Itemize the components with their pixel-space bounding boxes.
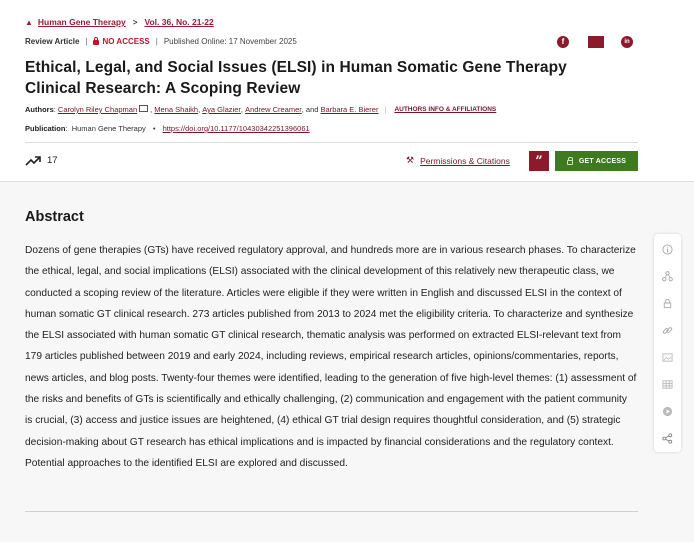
issue-link[interactable]: Vol. 36, No. 21-22 bbox=[144, 17, 214, 27]
publication-label: Publication bbox=[25, 124, 66, 133]
divider bbox=[25, 511, 638, 512]
hierarchy-icon[interactable] bbox=[660, 269, 674, 283]
side-toolbar bbox=[654, 234, 681, 452]
play-icon[interactable] bbox=[660, 404, 674, 418]
breadcrumb bbox=[25, 17, 214, 27]
table-icon[interactable] bbox=[660, 377, 674, 391]
access-status-label: NO ACCESS bbox=[102, 37, 150, 46]
bullet: • bbox=[152, 124, 156, 133]
published-date: Published Online: 17 November 2025 bbox=[163, 37, 297, 46]
publication-journal: Human Gene Therapy bbox=[71, 124, 146, 133]
share-buttons bbox=[557, 36, 637, 48]
journal-link[interactable]: Human Gene Therapy bbox=[37, 17, 126, 27]
permissions-link[interactable] bbox=[406, 155, 510, 166]
x-share-icon[interactable] bbox=[588, 36, 604, 48]
lock-icon[interactable] bbox=[660, 296, 674, 310]
authors-label: Authors bbox=[25, 105, 54, 114]
access-status bbox=[93, 37, 149, 46]
article-type: Review Article bbox=[25, 37, 80, 46]
get-access-button[interactable] bbox=[555, 151, 638, 171]
author-link[interactable]: Andrew Creamer bbox=[245, 105, 302, 114]
trending-icon bbox=[25, 155, 41, 166]
info-icon[interactable] bbox=[660, 242, 674, 256]
share-icon[interactable] bbox=[660, 431, 674, 445]
permissions-label: Permissions & Citations bbox=[420, 155, 510, 166]
publication-line: Publication: Human Gene Therapy • https://doi.org/10.1177/10430342251396061 bbox=[25, 124, 310, 133]
meta-divider: | bbox=[155, 37, 158, 46]
authors-divider: | bbox=[384, 105, 387, 114]
metrics-count: 17 bbox=[47, 155, 58, 166]
and-text: and bbox=[305, 105, 319, 114]
facebook-icon[interactable]: f bbox=[557, 36, 569, 48]
authors-info-link[interactable]: AUTHORS INFO & AFFILIATIONS bbox=[394, 106, 497, 113]
home-icon[interactable]: ▲ bbox=[25, 17, 33, 27]
doi-link[interactable]: https://doi.org/10.1177/10430342251396061 bbox=[162, 124, 310, 133]
mail-icon[interactable] bbox=[139, 105, 148, 112]
image-icon[interactable] bbox=[660, 350, 674, 364]
metrics[interactable] bbox=[25, 155, 58, 166]
abstract-body: Dozens of gene therapies (GTs) have received regulatory approval, and hundreds more are in various research phases. To characterize the ethical, legal, and social implications (ELSI) associated with the clinical development of this relatively new therapeutic class, we conducted a scoping review of the literature. Articles were eligible if they were written in English and discussed ELSI in the context of human somatic GT clinical research. 273 articles published from 2013 to 2024 met the eligibility criteria. To characterize and synthesize the ELSI associated with human somatic GT clinical research, thematic analysis was performed on extracted ELSI-relevant text from 179 articles published between 2019 and early 2024, including reviews, empirical research articles, opinions/commentaries, reports, news articles, and blog posts. Twenty-four themes were identified, leading to the generation of five high-level themes: (1) assessment of the risks and benefits of GTs is scientifically and ethically challenging, (2) communication and engagement with the patient community is crucial, (3) access and justice issues are heightened, (4) ethical GT trial design requires thoughtful consideration, and (5) strategic decision-making about GT research has ethical implications and is impacted by financial considerations and the regulatory context. Potential approaches to the identified ELSI are explored and discussed. bbox=[25, 245, 637, 469]
author-link[interactable]: Mena Shaikh bbox=[154, 105, 199, 114]
article-meta bbox=[25, 37, 297, 46]
wrench-icon: ⚒ bbox=[406, 155, 415, 165]
lock-icon bbox=[567, 160, 573, 165]
breadcrumb-separator: > bbox=[132, 17, 138, 27]
author-link[interactable]: Aya Glazier bbox=[202, 105, 241, 114]
link-icon[interactable] bbox=[660, 323, 674, 337]
page-title: Ethical, Legal, and Social Issues (ELSI) in Human Somatic Gene Therapy Clinical Research: A Scoping Review bbox=[25, 59, 567, 97]
meta-divider: | bbox=[85, 37, 88, 46]
lock-icon bbox=[93, 40, 99, 45]
get-access-label: GET ACCESS bbox=[578, 157, 627, 165]
divider bbox=[25, 142, 638, 143]
linkedin-icon[interactable]: in bbox=[621, 36, 633, 48]
authors-line: Authors : Carolyn Riley Chapman , Mena Shaikh , Aya Glazier , Andrew Creamer , and Barbara E. Bierer | AUTHORS INFO & AFFILIATIONS bbox=[25, 105, 497, 114]
author-link[interactable]: Barbara E. Bierer bbox=[320, 105, 379, 114]
author-link[interactable]: Carolyn Riley Chapman bbox=[57, 105, 138, 114]
cite-button[interactable]: ” bbox=[529, 151, 549, 171]
abstract-heading: Abstract bbox=[25, 209, 84, 225]
